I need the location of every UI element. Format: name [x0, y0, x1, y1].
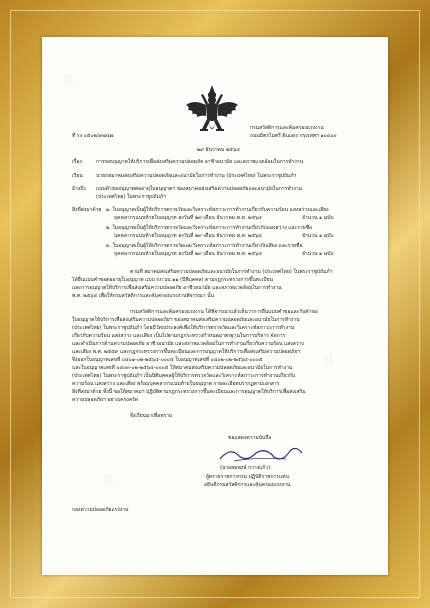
official-letter	[42, 37, 388, 575]
enclosure-count: จำนวน ๑ ฉบับ	[302, 233, 334, 239]
enclosure-line: ๑. ใบอนุญาตเป็นผู้ให้บริการตรวจวัดและวิเคราะห์สภาวะการทำงานเกี่ยวกับความร้อน แสงสว่างและเสียง	[106, 207, 329, 213]
to-text: นายกสมาคมส่งเสริมความปลอดภัยและอนามัยในการทำงาน (ประเทศไทย) ในพระราชูปถัมภ์ฯ	[96, 173, 297, 179]
body-paragraph-line: ตามที่ สมาคมส่งเสริมความปลอดภัยและอนามัยในการทำงาน (ประเทศไทย) ในพระราชูปถัมภ์ฯ	[130, 269, 333, 275]
closing-request: จึงเรียนมาเพื่อทราบ	[130, 413, 173, 419]
reference-number: ที่ รง ๐๕๐๒/๙๗๔๗	[72, 133, 114, 139]
organization-address: ถนนมิตรไมตรี ดินแดง กรุงเทพฯ ๑๐๔๐๐	[250, 133, 337, 139]
body-paragraph-line: และใบอนุญาตเลขที่ ๐๔๐๓-๐๒-๒๕๖๔-๐๐๐๕ ให้สมาคมส่งเสริมความปลอดภัยและอนามัยในการทำงาน	[72, 365, 293, 371]
signer-name: (นายสมพงษ์ กวางแก้ว)	[220, 465, 271, 471]
body-paragraph-line: และการอนุญาตให้บริการเพื่อส่งเสริมความปลอดภัย อาชีวอนามัย และสภาพแวดล้อมในการทำงาน	[72, 285, 282, 291]
enclosure-count: จำนวน ๑ ฉบับ	[302, 215, 334, 221]
enclosure-line: ๒. ใบอนุญาตเป็นผู้ให้บริการตรวจวัดและวิเคราะห์สภาวะการทำงานเกี่ยวกับแสงสว่าง และรายชื่อ	[106, 225, 313, 231]
body-paragraph-line: เกี่ยวกับความร้อน แสงสว่าง และเสียง เป็นไปตามกฎกระทรวงกำหนดมาตรฐานในการบริหาร จัดการ	[72, 333, 286, 339]
watermark	[101, 474, 116, 487]
subject-text: การขอบนุญาตให้บริการเพื่อส่งเสริมความปลอดภัย อาชีวอนามัย และสภาพแวดล้อมในการทำงาน	[96, 159, 304, 165]
signer-position: ผู้ตรวจราชการกรม ปฏิบัติราชการแทน	[206, 474, 289, 480]
watermark	[61, 74, 76, 87]
enclosure-label: สิ่งที่ส่งมาด้วย	[72, 207, 102, 213]
to-label: เรียน	[72, 173, 83, 179]
enclosure-count: จำนวน ๑ ฉบับ	[302, 251, 334, 257]
body-paragraph-line: กรมสวัสดิการและคุ้มครองแรงงาน ได้พิจารณาแล้วเห็นว่าการยื่นแบบคำขอและรับคำขอ	[130, 309, 318, 315]
body-paragraph-line: ความร้อน แสงสว่าง และเสียง พร้อมบุคคลากรแนบท้ายใบอนุญาต รายละเอียดปรากฏตามเอกสาร	[72, 381, 280, 387]
body-paragraph-line: พ.ศ. ๒๕๖๔ เพื่อให้กรมสวัสดิการและคุ้มครองแรงงานพิจารณา นั้น	[72, 293, 214, 299]
division-name: กองความปลอดภัยแรงงาน	[72, 507, 129, 513]
body-paragraph-line: ความปลอดภัยฯ อย่างเคร่งครัด	[72, 397, 139, 403]
enclosure-line: บุคคลากรแนบท้ายใบอนุญาต ลงวันที่ ๒๙ เดือน ธันวาคม พ.ศ. ๒๕๖๔	[114, 251, 262, 257]
reference-line: (ประเทศไทย) ในพระราชูปถัมภ์ฯ	[96, 194, 166, 200]
body-paragraph-line: สิ่งที่ส่งมาด้วย ทั้งนี้ ขอให้สมาคมฯ ปฏิบัติตามกฎกระทรวงการขึ้นทะเบียนและการอนุญาตให้บริการเพื่อส่งเสริม	[72, 389, 306, 395]
closing-salutation: ขอแสดงความนับถือ	[228, 435, 272, 441]
garuda-emblem-icon	[184, 83, 240, 137]
organization-name: กรมสวัสดิการและคุ้มครองแรงงาน	[250, 125, 324, 131]
signer-position: อธิบดีกรมสวัสดิการและคุ้มครองแรงงาน	[204, 482, 291, 488]
subject-label: เรื่อง	[72, 159, 82, 165]
body-paragraph-line: จึงออกใบอนุญาตเลขที่ ๐๔๐๑-๐๒-๒๕๖๔-๐๐๐๕ ใบอนุญาตเลขที่ ๐๔๐๒-๐๒-๒๕๖๔-๐๐๐๕	[72, 357, 263, 363]
body-paragraph-line: (ประเทศไทย) ในพระราชูปถัมภ์ฯ เป็นนิติบุคคลผู้ให้บริการตรวจวัดและวิเคราะห์สภาวะการทำงานเกี่ยวกับ	[72, 373, 296, 379]
body-paragraph-line: และดำเนินการด้านความปลอดภัย อาชีวอนามัย และสภาพแวดล้อมในการทำงานเกี่ยวกับความร้อน แสงสว่าง	[72, 341, 304, 347]
body-paragraph-line: ใบอนุญาตให้บริการเพื่อส่งเสริมความปลอดภัยฯ ของสมาคมส่งเสริมความปลอดภัยและอนามัยในการทำงาน	[72, 317, 300, 323]
reference-line: แบบคำขออนุญาตต่ออายุใบอนุญาตฯ ของสมาคมส่งเสริมความปลอดภัยและอนามัยในการทำงาน	[96, 186, 303, 192]
letter-date: ๒๙ ธันวาคม ๒๕๖๔	[197, 147, 240, 153]
reference-label: อ้างถึง	[72, 186, 86, 192]
handwritten-signature	[216, 443, 306, 465]
enclosure-line: บุคคลากรแนบท้ายใบอนุญาต ลงวันที่ ๒๙ เดือน ธันวาคม พ.ศ. ๒๕๖๔	[114, 233, 262, 239]
enclosure-line: ๓. ใบอนุญาตเป็นผู้ให้บริการตรวจวัดและวิเคราะห์สภาวะการทำงานเกี่ยวกับเสียง และรายชื่อ	[106, 243, 303, 249]
body-paragraph-line: (ประเทศไทย) ในพระราชูปถัมภ์ฯ โดยมีวัตถุประสงค์เพื่อให้บริการตรวจวัดและวิเคราะห์สภาวะการทำงาน	[72, 325, 295, 331]
enclosure-line: บุคคลากรแนบท้ายใบอนุญาต ลงวันที่ ๒๙ เดือน ธันวาคม พ.ศ. ๒๕๖๔	[114, 215, 262, 221]
watermark	[321, 354, 336, 367]
body-paragraph-line: ได้ยื่นแบบคำขอต่ออายุใบอนุญาต แบบ กภ.บบ.๑๑ (บีพีบุคคล) ตามกฎกระทรวงการขึ้นทะเบียน	[72, 277, 273, 283]
body-paragraph-line: และเสียง พ.ศ. ๒๕๕๙ และกฎกระทรวงการขึ้นทะเบียนและการอนุญาตให้บริการเพื่อส่งเสริมความปลอดภัยฯ	[72, 349, 300, 355]
